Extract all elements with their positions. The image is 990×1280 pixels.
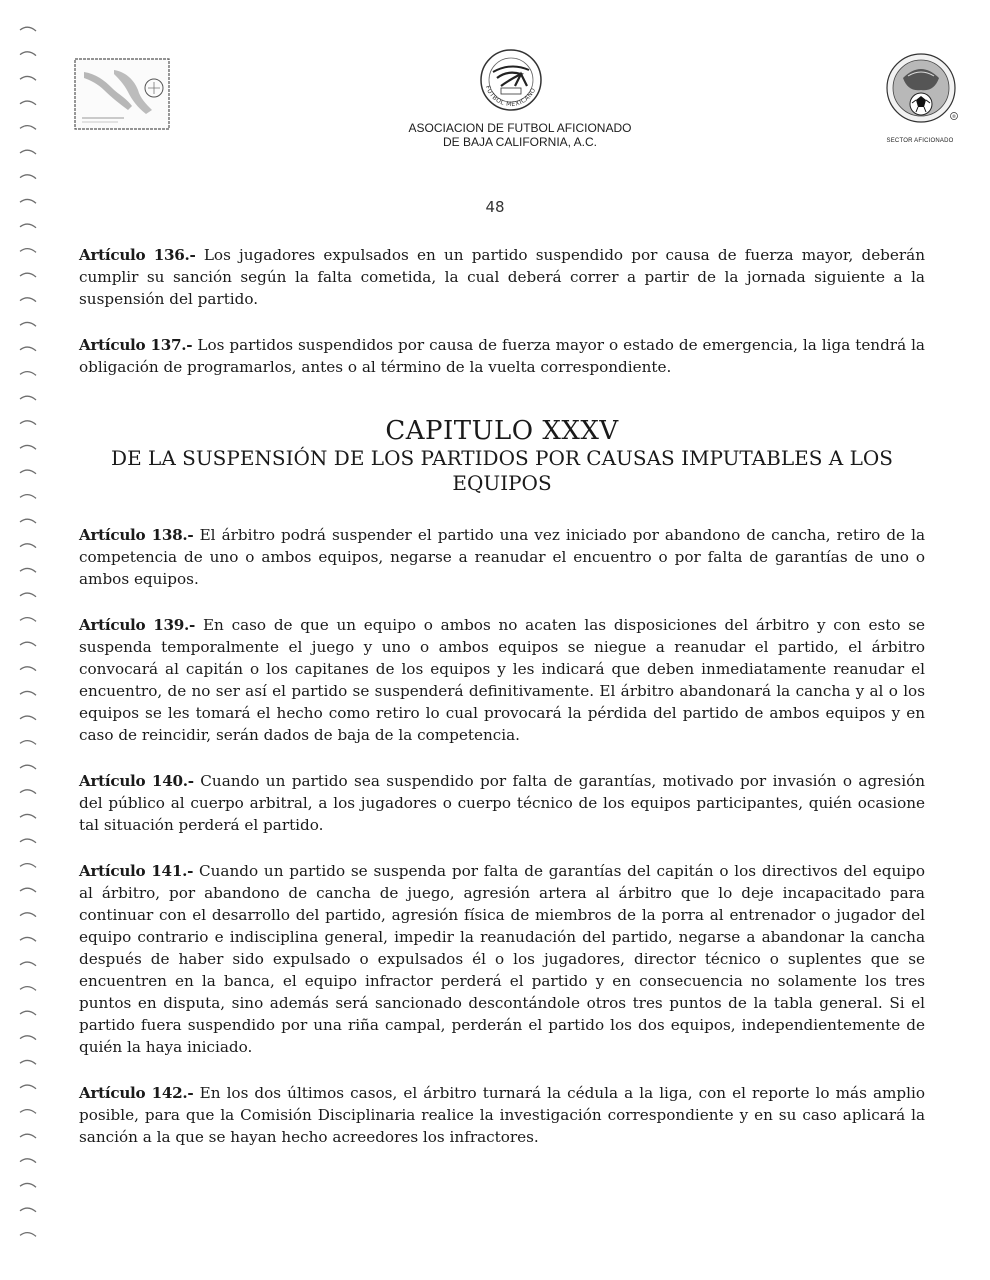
seal-label: SECTOR AFICIONADO	[886, 138, 954, 144]
binder-ring-mark	[20, 322, 36, 326]
binder-ring-mark	[20, 937, 36, 941]
binder-ring-mark	[20, 298, 36, 302]
binder-ring-mark	[20, 593, 36, 597]
binder-ring-mark	[20, 765, 36, 769]
binder-ring-mark	[20, 1134, 36, 1138]
mexican-federation-seal	[878, 50, 964, 130]
document-body	[79, 244, 925, 1148]
binder-marks	[0, 20, 40, 1260]
binder-ring-mark	[20, 741, 36, 745]
article-text: Los jugadores expulsados en un partido suspendido por causa de fuerza mayor, deberán cumplir su sanción según la falta cometida, la cual deberá correr a partir de la jornada siguiente a la suspensión del partido.	[79, 246, 925, 308]
binder-ring-mark	[20, 913, 36, 917]
binder-ring-mark	[20, 987, 36, 991]
article-137	[79, 334, 925, 378]
article-142	[79, 1082, 925, 1148]
binder-ring-mark	[20, 249, 36, 253]
organization-name	[330, 121, 710, 149]
letterhead	[0, 0, 990, 190]
binder-ring-mark	[20, 1110, 36, 1114]
logo-ring-text: FUTBOL MEXICANO	[483, 84, 538, 109]
article-text: En caso de que un equipo o ambos no acaten las disposiciones del árbitro y con esto se suspenda temporalmente el juego y uno o ambos equipos se niegue a reanudar el partido, el árbitro convocará al capitán o los capitanes de los equipos y les indicará que deben inmediatamente reanudar el encuentro, de no ser así el partido se suspenderá definitivamente. El árbitro abandonará la cancha y al o los equipos se les tomará el hecho como retiro lo cual provocará la pérdida del partido de ambos equipos y en caso de reincidir, serán dados de baja de la competencia.	[79, 616, 926, 744]
article-140	[79, 770, 925, 836]
article-text: Cuando un partido sea suspendido por falta de garantías, motivado por invasión o agresión del público al cuerpo arbitral, a los jugadores o cuerpo técnico de los equipos participantes, quién ocasione tal situación perderá el partido.	[79, 772, 925, 834]
organization-name-line-2: DE BAJA CALIFORNIA, A.C.	[442, 135, 598, 149]
binder-ring-mark	[20, 1183, 36, 1187]
article-139	[79, 614, 925, 746]
article-138	[79, 524, 925, 590]
binder-ring-mark	[20, 495, 36, 499]
binder-ring-mark	[20, 618, 36, 622]
binder-ring-mark	[20, 273, 36, 277]
article-label: Artículo 137.-	[79, 336, 193, 354]
futbol-mexicano-logo	[471, 44, 551, 114]
svg-text:®: ®	[951, 115, 957, 120]
binder-ring-mark	[20, 347, 36, 351]
article-label: Artículo 142.-	[79, 1084, 194, 1102]
binder-ring-mark	[20, 199, 36, 203]
article-text: El árbitro podrá suspender el partido una vez iniciado por abandono de cancha, retiro de la competencia de uno o ambos equipos, negarse a reanudar el encuentro o por falta de garantías de uno o ambos equipos.	[79, 526, 925, 588]
binder-ring-mark	[20, 421, 36, 425]
binder-ring-mark	[20, 224, 36, 228]
binder-ring-mark	[20, 470, 36, 474]
article-text: Cuando un partido se suspenda por falta de garantías del capitán o los directivos del equipo al árbitro, por abandono de cancha de juego, agresión artera al árbitro que lo deje incapacitado para continuar con el desarrollo del partido, agresión física de miembros de la porra al entrenador o jugador del equipo contrario e indisciplina general, impedir la reanudación del partido, negarse a abandonar la cancha después de haber sido expulsado o expulsados él o los jugadores, director técnico o suplentes que se encuentren en la banca, el equipo infractor perderá el partido y en consecuencia no solamente los tres puntos en disputa, sino además será sancionado descontándole otros tres puntos de la tabla general. Si el partido fuera suspendido por una riña campal, perderán el partido los dos equipos, independientemente de quién la haya iniciado.	[79, 862, 925, 1056]
binder-ring-mark	[20, 1159, 36, 1163]
article-label: Artículo 138.-	[79, 526, 194, 544]
binder-ring-mark	[20, 1036, 36, 1040]
article-label: Artículo 140.-	[79, 772, 194, 790]
page-number: 48	[485, 198, 505, 216]
binder-ring-mark	[20, 691, 36, 695]
binder-ring-mark	[20, 642, 36, 646]
binder-ring-mark	[20, 372, 36, 376]
binder-ring-mark	[20, 962, 36, 966]
binder-ring-mark	[20, 544, 36, 548]
baja-california-map-logo	[74, 58, 170, 130]
binder-ring-mark	[20, 1085, 36, 1089]
binder-ring-mark	[20, 1060, 36, 1064]
binder-ring-mark	[20, 568, 36, 572]
binder-ring-mark	[20, 1011, 36, 1015]
article-label: Artículo 139.-	[79, 616, 196, 634]
article-141	[79, 860, 925, 1058]
article-label: Artículo 136.-	[79, 246, 196, 264]
binder-ring-mark	[20, 790, 36, 794]
binder-ring-mark	[20, 888, 36, 892]
article-text: Los partidos suspendidos por causa de fuerza mayor o estado de emergencia, la liga tendrá la obligación de programarlos, antes o al término de la vuelta correspondiente.	[79, 336, 925, 376]
chapter-title: CAPITULO XXXV	[385, 416, 619, 446]
article-label: Artículo 141.-	[79, 862, 194, 880]
binder-ring-mark	[20, 1208, 36, 1212]
chapter-subtitle: DE LA SUSPENSIÓN DE LOS PARTIDOS POR CAUSAS IMPUTABLES A LOS EQUIPOS	[111, 446, 893, 495]
binder-ring-mark	[20, 716, 36, 720]
binder-ring-mark	[20, 519, 36, 523]
binder-ring-mark	[20, 839, 36, 843]
article-text: En los dos últimos casos, el árbitro turnará la cédula a la liga, con el reporte lo más amplio posible, para que la Comisión Disciplinaria realice la investigación correspondiente y en su caso aplicará la sanción a la que se hayan hecho acreedores los infractores.	[79, 1084, 925, 1146]
binder-ring-mark	[20, 814, 36, 818]
binder-ring-mark	[20, 667, 36, 671]
binder-ring-mark	[20, 445, 36, 449]
binder-ring-mark	[20, 1233, 36, 1237]
binder-ring-mark	[20, 396, 36, 400]
article-136	[79, 244, 925, 310]
organization-name-line-1: ASOCIACION DE FUTBOL AFICIONADO	[408, 121, 632, 135]
binder-ring-mark	[20, 864, 36, 868]
